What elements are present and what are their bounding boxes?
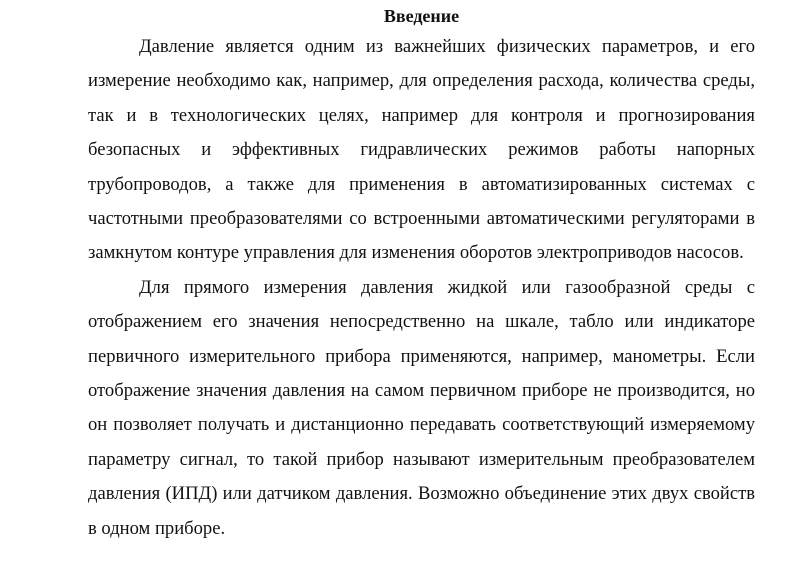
paragraph-2: Для прямого измерения давления жидкой или газообразной среды с отображением его значения непосредственно на шкале, табло или индикаторе первичного измерительного прибора применяются, например, манометры. Если отображение значения давления на самом первичном приборе не производится, но он позволяет получать и дистанционно передавать соответствующий измеряемому параметру сигнал, то такой прибор называют измерительным преобразователем давления (ИПД) или датчиком давления. Возможно объединение этих двух свойств в одном приборе. <box>88 276 755 539</box>
section-title: Введение <box>383 6 460 26</box>
paragraph-1: Давление является одним из важнейших физических параметров, и его измерение необходимо как, например, для определения расхода, количества среды, так и в технологических целях, например для контроля и прогнозирования безопасных и эффективных гидравлических режимов работы напорных трубопроводов, а также для применения в автоматизированных системах с частотными преобразователями со встроенными автоматическими регуляторами в замкнутом контуре управления для изменения оборотов электроприводов насосов. <box>88 36 755 264</box>
document-page <box>88 0 755 546</box>
